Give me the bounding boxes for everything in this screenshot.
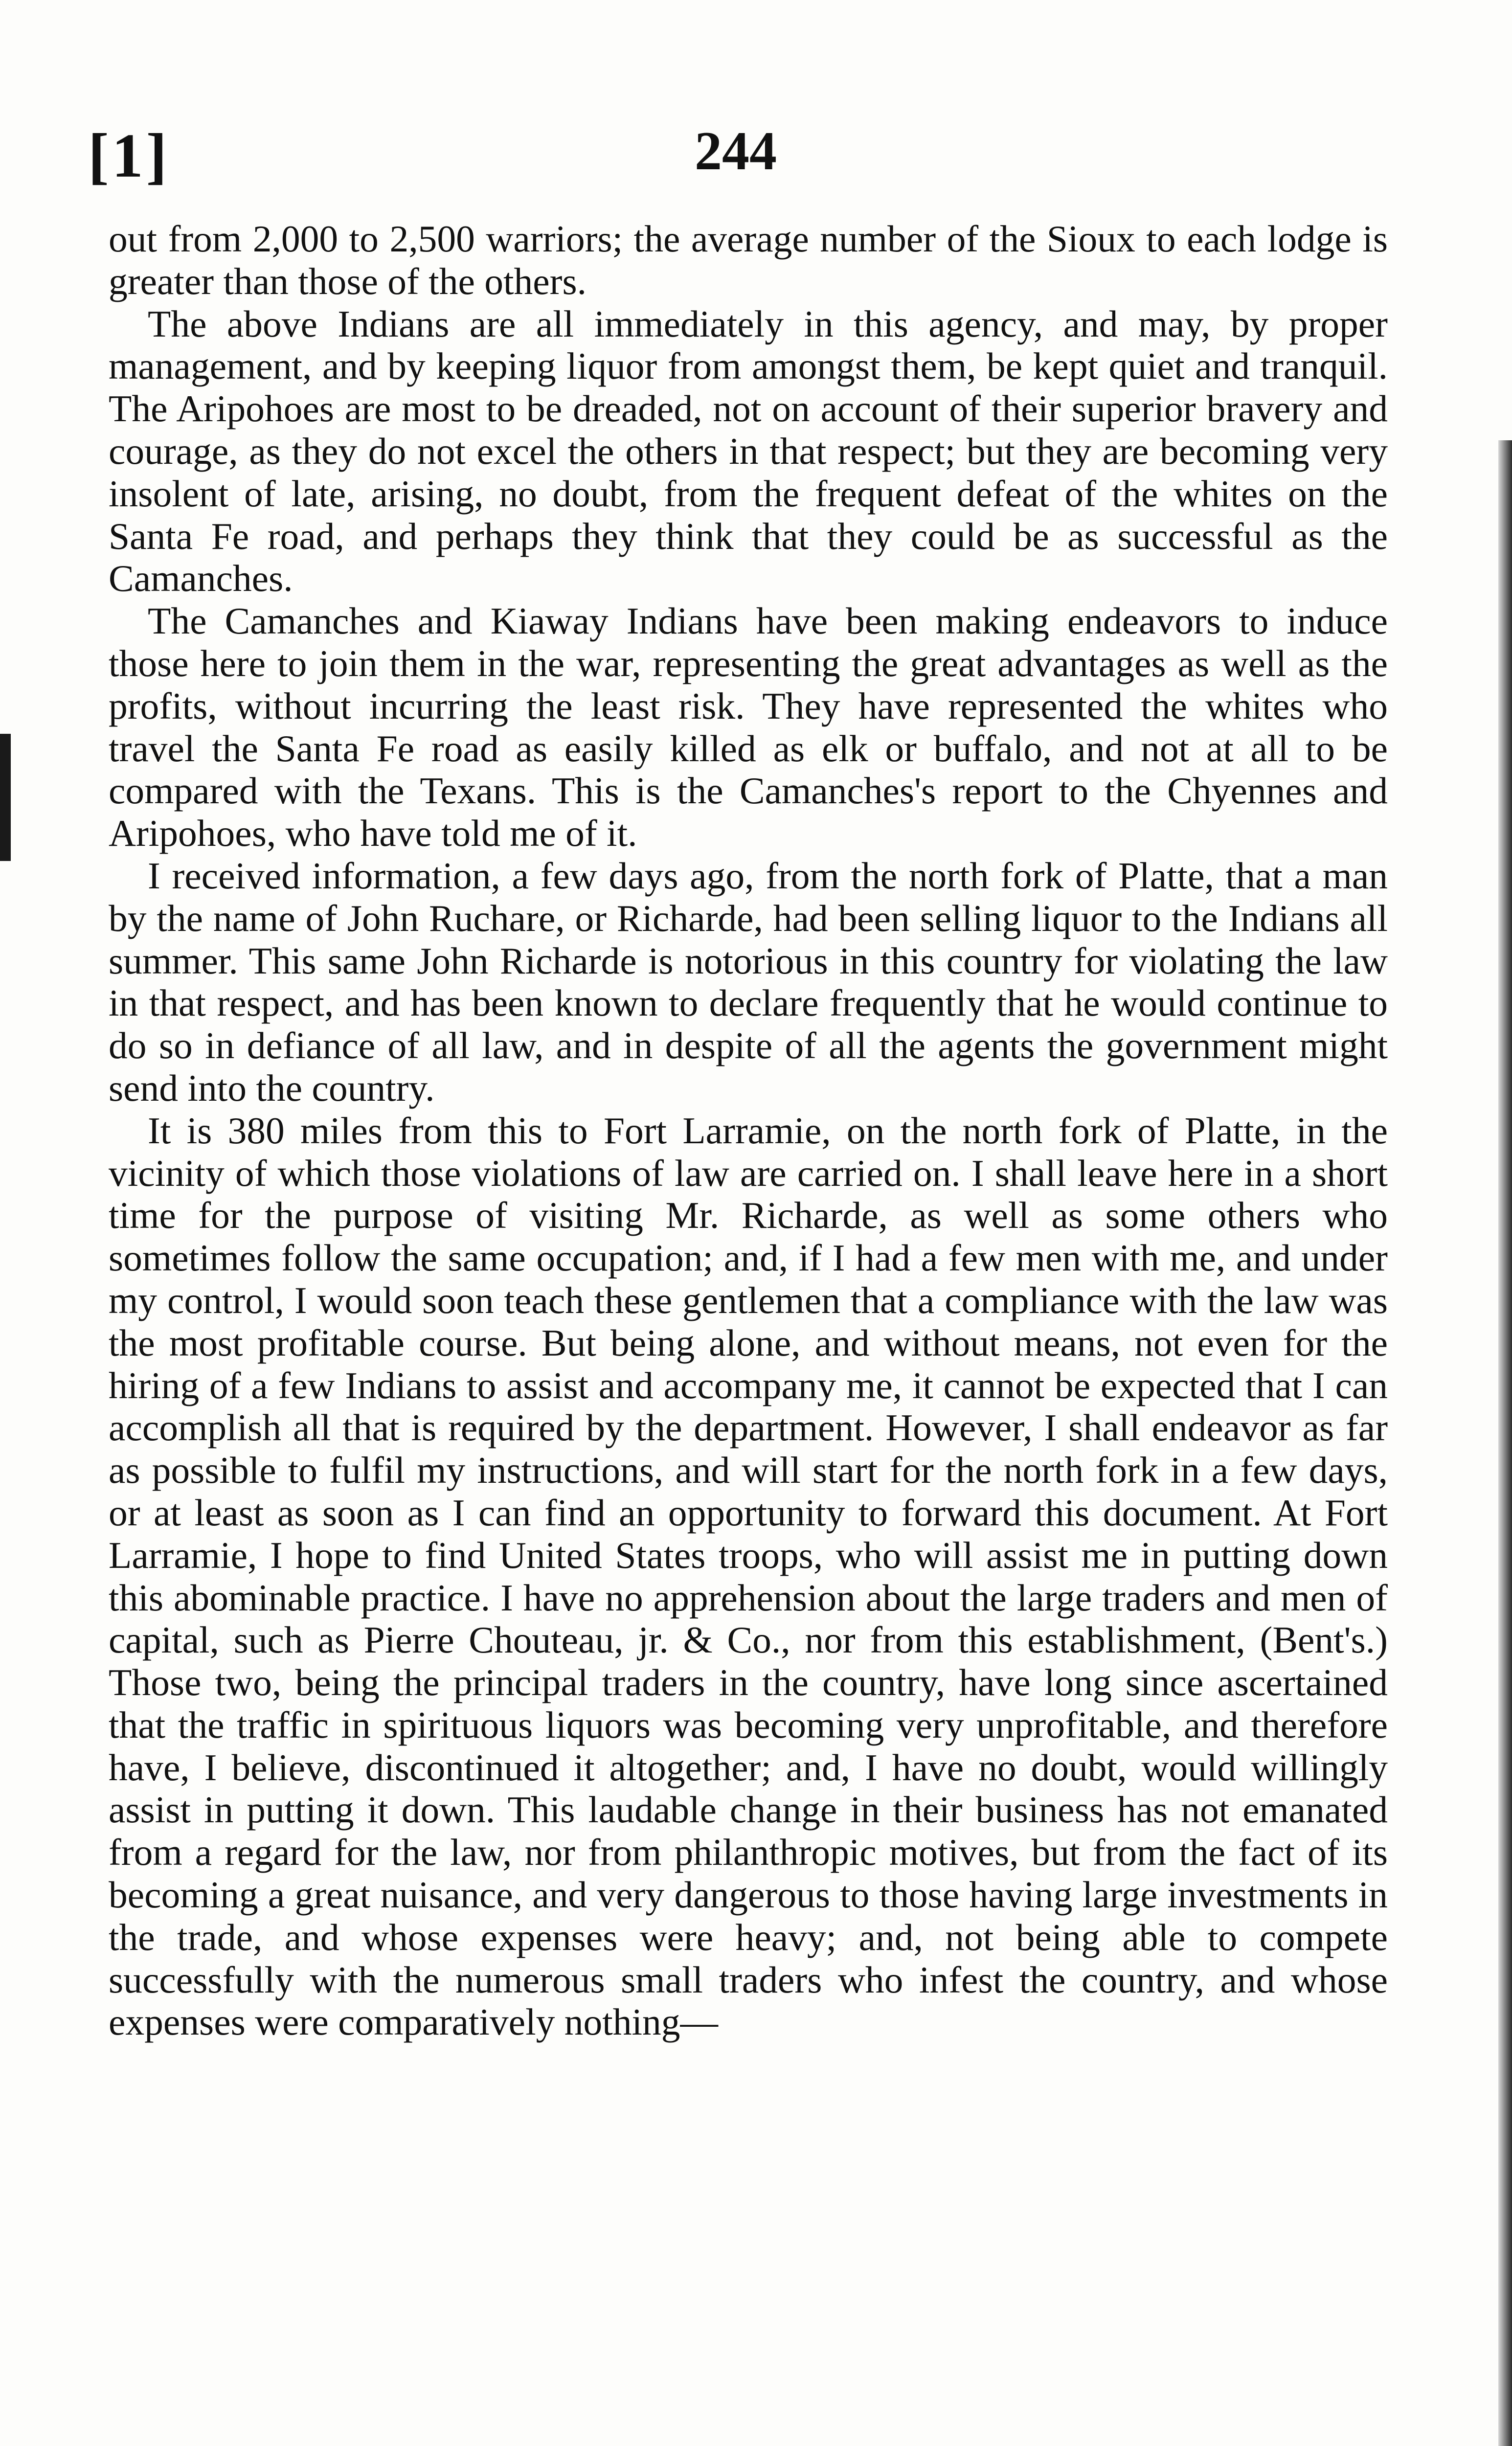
paragraph-agency: The above Indians are all immediately in this agency, and may, by proper management, and by keeping liquor from amongst them, be kept quiet and tranquil. The Aripohoes are most to be dreaded, not on account of their superior bravery and courage, as they do not excel the others in that respect; but they are becoming very insolent of late, arising, no doubt, from the frequent defeat of the whites on the Santa Fe road, and perhaps they think that they could be as successful as the Camanches. (109, 302, 1388, 600)
paragraph-camanches: The Camanches and Kiaway Indians have been making endeavors to induce those here to join them in the war, representing the great advantages as well as the profits, without incurring the least risk. They have represented the whites who travel the Santa Fe road as easily killed as elk or buffalo, and not at all to be compared with the Texans. This is the Camanches's report to the Chyennes and Aripohoes, who have told me of it. (109, 600, 1388, 855)
document-number: [1] (88, 121, 170, 190)
scan-edge-left (0, 734, 11, 861)
paragraph-fort-larramie: It is 380 miles from this to Fort Larramie, on the north fork of Platte, in the vicinity of which those violations of law are carried on. I shall leave here in a short time for the purpose of visiting Mr. Richarde, as well as some others who sometimes follow the same occupation; and, if I had a few men with me, and under my control, I would soon teach these gentlemen that a compliance with the law was the most profitable course. But being alone, and without means, not even for the hiring of a few Indians to assist and accompany me, it cannot be expected that I can accomplish all that is required by the department. However, I shall endeavor as far as possible to fulfil my instructions, and will start for the north fork in a few days, or at least as soon as I can find an opportunity to forward this document. At Fort Larramie, I hope to find United States troops, who will assist me in putting down this abominable practice. I have no apprehension about the large traders and men of capital, such as Pierre Chouteau, jr. & Co., nor from this establishment, (Bent's.) Those two, being the principal traders in the country, have long since ascertained that the traffic in spirituous liquors was becoming very unprofitable, and therefore have, I believe, discontinued it altogether; and, I have no doubt, would willingly assist in putting it down. This laudable change in their business has not emanated from a regard for the law, nor from philanthropic motives, but from the fact of its becoming a great nuisance, and very dangerous to those having large investments in the trade, and whose expenses were heavy; and, not being able to compete successfully with the numerous small traders who infest the country, and whose expenses were comparatively nothing— (109, 1109, 1388, 2043)
paragraph-continuation: out from 2,000 to 2,500 warriors; the average number of the Sioux to each lodge is greater than those of the others. (109, 218, 1388, 302)
page-number: 244 (695, 121, 777, 181)
body-text (109, 218, 1388, 2043)
page-header (88, 120, 1379, 198)
paragraph-richarde: I received information, a few days ago, from the north fork of Platte, that a man by the name of John Ruchare, or Richarde, had been selling liquor to the Indians all summer. This same John Richarde is notorious in this country for violating the law in that respect, and has been known to declare frequently that he would continue to do so in defiance of all law, and in despite of all the agents the government might send into the country. (109, 854, 1388, 1109)
scan-edge-right (1498, 440, 1512, 2446)
